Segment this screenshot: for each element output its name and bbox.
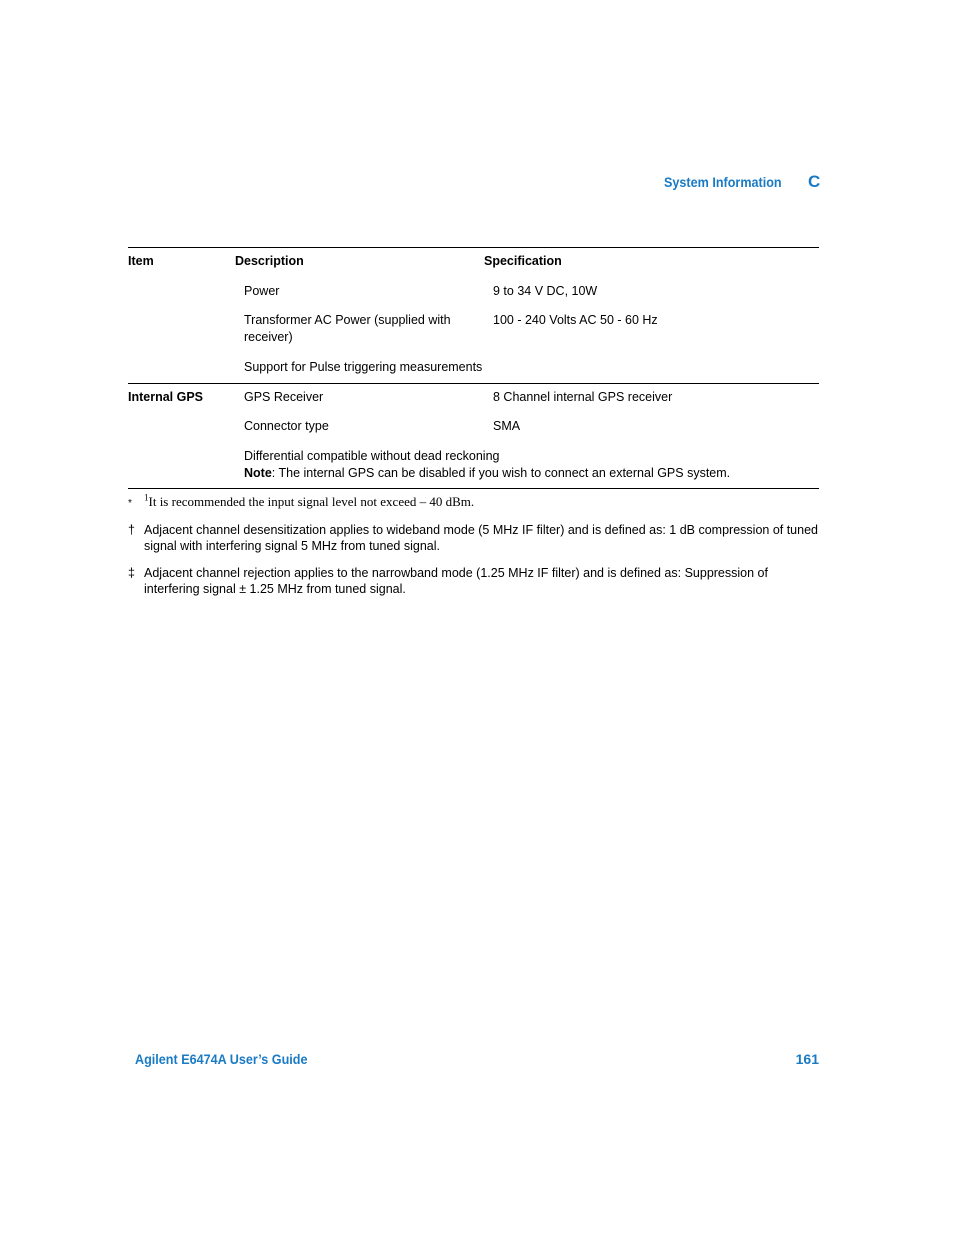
column-header-specification: Specification xyxy=(484,254,562,268)
table-header-row xyxy=(128,248,819,279)
appendix-letter: C xyxy=(808,172,821,191)
row-specification: 8 Channel internal GPS receiver xyxy=(493,390,673,404)
page-number: 161 xyxy=(795,1051,819,1067)
row-item-internal-gps: Internal GPS xyxy=(128,390,204,404)
row-description: Differential compatible without dead reckoning xyxy=(244,449,500,463)
note-label: Note xyxy=(244,466,272,480)
footnote-mark: * xyxy=(128,498,132,509)
footer-guide-title: Agilent E6474A User’s Guide xyxy=(135,1051,308,1067)
table-row xyxy=(128,443,819,488)
table-row xyxy=(128,355,819,383)
row-description: Power xyxy=(244,284,280,298)
row-description: Transformer AC Power (supplied with receiver) xyxy=(244,313,451,344)
footnote-text: Adjacent channel desensitization applies to wideband mode (5 MHz IF filter) and is defined as: 1 dB compression of tuned signal with interfering signal 5 MHz from tuned signal. xyxy=(144,523,818,553)
footnote-mark: ‡ xyxy=(128,566,135,580)
table-note xyxy=(244,465,730,482)
table-row xyxy=(128,308,819,355)
row-specification: SMA xyxy=(493,419,521,433)
row-specification: 9 to 34 V DC, 10W xyxy=(493,284,598,298)
specification-table xyxy=(128,247,819,489)
footnote-text: Adjacent channel rejection applies to the narrowband mode (1.25 MHz IF filter) and is defined as: Suppression of interfering signal ± 1.25 MHz from tuned signal. xyxy=(144,566,768,596)
row-description: Support for Pulse triggering measurements xyxy=(244,360,483,374)
note-text: : The internal GPS can be disabled if you wish to connect an external GPS system. xyxy=(271,466,731,480)
table-row xyxy=(128,384,819,414)
table-bottom-rule xyxy=(128,488,819,489)
footnote-text xyxy=(144,494,819,510)
table-row xyxy=(128,279,819,308)
footnote-superscript: 1 xyxy=(144,492,149,503)
footnote-mark: † xyxy=(128,523,135,537)
column-header-description: Description xyxy=(235,254,304,268)
table-row xyxy=(128,414,819,443)
row-description: Connector type xyxy=(244,419,329,433)
row-description: GPS Receiver xyxy=(244,390,324,404)
running-header-title: System Information xyxy=(664,174,782,190)
footnote-body: It is recommended the input signal level not exceed – 40 dBm. xyxy=(148,494,475,509)
column-header-item: Item xyxy=(128,254,154,268)
row-specification: 100 - 240 Volts AC 50 - 60 Hz xyxy=(493,313,658,327)
